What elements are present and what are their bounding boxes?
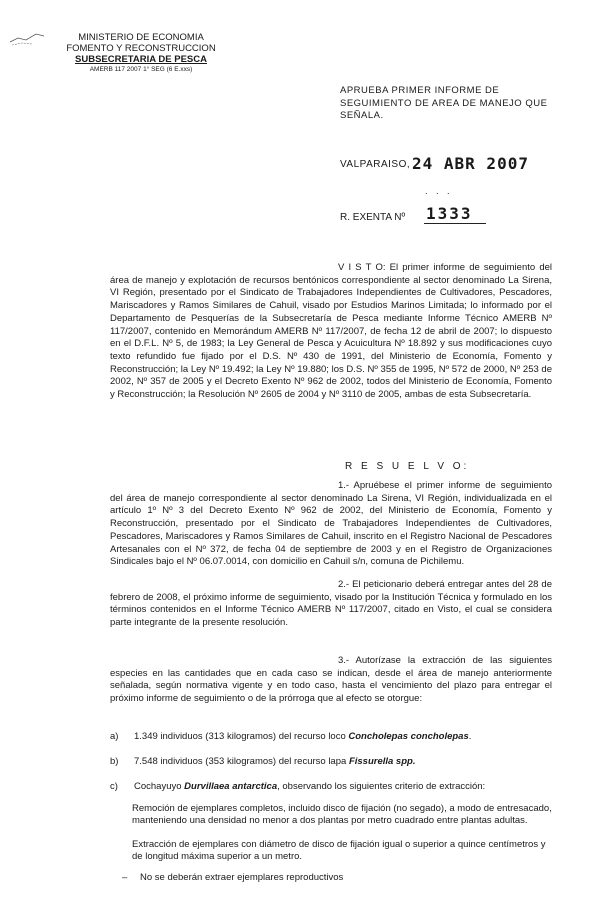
point-1-number: 1.- [338,480,350,491]
ministry-header [46,32,236,74]
visto-text: El primer informe de seguimiento del área de manejo y explotación de recursos bentónicos correspondiente al sector denominado La Sirena, VI Región, presentado por el Sindicato de Trabajadores Independientes de Cultivadores, Pescadores, Mariscadores y Ramos Similares de Cahuil, visado por Estudios Marinos Limitada; lo informado por el Departamento de Pesquerías de la Subsecretaría de Pesca mediante Informe Técnico AMERB Nº 117/2007, contenido en Memorándum AMERB Nº 117/2007, de fecha 12 de abril de 2007; lo dispuesto en el D.F.L. Nº 5, de 1983; la Ley General de Pesca y Acuicultura Nº 18.892 y sus modificaciones cuyo texto refundido fue fijado por el D.S. Nº 430 de 1991, del Ministerio de Economía, Fomento y Reconstrucción; la Ley Nº 19.492; la Ley Nº 19.880; los D.S. Nº 355 de 1995, Nº 572 de 2000, Nº 253 de 2002, Nº 357 de 2005 y el Decreto Exento Nº 962 de 2002, todos del Ministerio de Economía, Fomento y Reconstrucción; la Resolución Nº 2605 de 2004 y Nº 3110 de 2005, ambas de esta Subsecretaría. [110,262,553,401]
header-line-4: AMERB 117 2007 1° SEG (6 E.xxs) [89,66,193,73]
item-species: Durvillaea antarctica [184,781,278,792]
place-label: VALPARAISO, [340,159,411,170]
item-label: b) [110,756,119,767]
criterion-1: Remoción de ejemplares completos, incluido disco de fijación (no segado), a modo de entresacado, manteniendo una densidad no menor a dos plantas por metro cuadrado entre plantas adultas. [132,803,552,826]
dot-mark: . . . [425,186,453,196]
item-label: c) [110,781,118,792]
date-stamp: 24 ABR 2007 [412,154,529,173]
point-3-number: 3.- [338,655,350,666]
handwritten-mark [8,28,46,48]
criterion-2: Extracción de ejemplares con diámetro de disco de fijación igual o superior a quince centímetros y de longitud máxima superior a un metro. [132,839,546,862]
resolution-label: R. EXENTA Nº [340,212,406,223]
header-line-2: FOMENTO Y RECONSTRUCCION [66,43,216,54]
item-label: a) [110,731,119,742]
point-2-text: El peticionario deberá entregar antes del 28 de febrero de 2008, el próximo informe de seguimiento, visado por la Institución Técnica y formulado en los términos contenidos en el Informe Técnico AMERB Nº 117/2007, citado en Visto, el cual se considera parte integrante de la presente resolución. [110,579,552,629]
visto-label: V I S T O: [338,262,386,273]
point-1-text: Apruébese el primer informe de seguimiento del área de manejo correspondiente al sector denominado La Sirena, VI Región, individualizada en el artículo 1º Nº 3 del Decreto Exento Nº 962 de 2002, del Ministerio de Economía, Fomento y Reconstrucción, presentado por el Sindicato de Trabajadores Independientes de Cultivadores, Pescadores, Mariscadores y Ramos Similares de Cahuil, inscrito en el Registro Nacional de Pescadores Artesanales con el Nº 372, de fecha 04 de septiembre de 2003 y en el Registro de Organizaciones Sindicales bajo el Nº 06.07.0014, con domicilio en Cahuil s/n, comuna de Pichilemu. [110,480,552,568]
point-3-paragraph [110,655,552,706]
item-text: 1.349 individuos (313 kilogramos) del recurso loco [134,731,349,742]
criterion-3: No se deberán extraer ejemplares reproductivos [140,872,344,883]
resolution-number: 1333 [424,204,486,224]
visto-paragraph [110,262,552,402]
item-suffix: . [468,731,472,742]
item-species: Concholepas concholepas [348,731,469,742]
header-line-3: SUBSECRETARIA DE PESCA [75,54,207,65]
criterion-dash: – [122,872,128,883]
item-text: Cochayuyo [134,781,185,792]
point-2-number: 2.- [338,579,350,590]
item-suffix: , observando los siguientes criterio de extracción: [277,781,486,792]
point-3-text: Autorízase la extracción de las siguientes especies en las cantidades que en cada caso se indican, desde el área de manejo anteriormente señalada, según normativa vigente y en todo caso, hasta el vencimiento del plazo para entregar el próximo informe de seguimiento o de la prórroga que al efecto se otorgue: [110,655,552,705]
resuelvo-heading: R E S U E L V O: [345,461,470,472]
item-text: 7.548 individuos (353 kilogramos) del recurso lapa [134,756,349,767]
document-subject: APRUEBA PRIMER INFORME DE SEGUIMIENTO DE AREA DE MANEJO QUE SEÑALA. [340,85,548,121]
item-species: Fissurella spp. [348,756,416,767]
point-2-paragraph [110,579,552,630]
point-1-paragraph [110,480,552,569]
header-line-1: MINISTERIO DE ECONOMIA [78,32,204,43]
